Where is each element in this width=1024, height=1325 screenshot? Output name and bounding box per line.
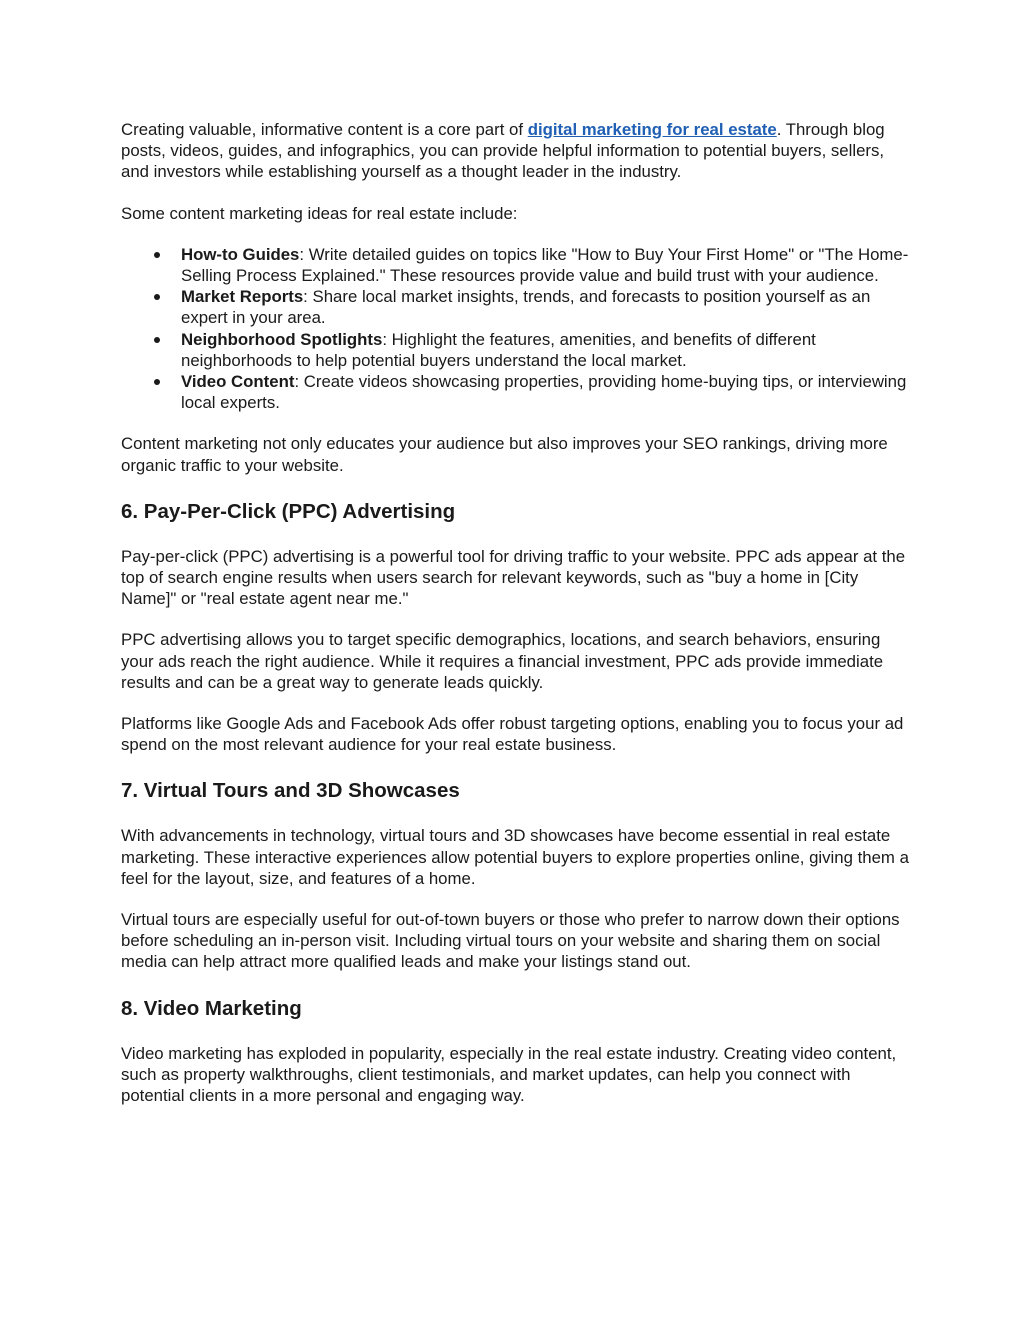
idea-term: Video Content	[181, 372, 295, 392]
idea-text: : Share local market insights, trends, and forecasts to position yourself as an expert in your area.	[181, 287, 871, 328]
section-heading-virtual-tours: 7. Virtual Tours and 3D Showcases	[121, 779, 460, 803]
idea-term: Market Reports	[181, 287, 304, 307]
intro-paragraph	[121, 119, 911, 183]
idea-text: : Highlight the features, amenities, and benefits of different neighborhoods to help potential buyers understand the local market.	[181, 329, 816, 370]
content-ideas-list	[121, 244, 911, 414]
document-page	[121, 119, 911, 1106]
list-item	[121, 371, 911, 413]
idea-text: : Create videos showcasing properties, providing home-buying tips, or interviewing local experts.	[181, 372, 907, 413]
bullet-icon	[154, 337, 160, 343]
digital-marketing-link[interactable]: digital marketing for real estate	[527, 120, 777, 139]
idea-term: How-to Guides	[181, 244, 300, 264]
ppc-paragraph: Platforms like Google Ads and Facebook Ads offer robust targeting options, enabling you to focus your ad spend on the most relevant audience for your real estate business.	[121, 714, 904, 755]
ppc-paragraph: Pay-per-click (PPC) advertising is a powerful tool for driving traffic to your website. PPC ads appear at the top of search engine results when users search for relevant keywords, such as "buy a home in [City Name]" or "real estate agent near me."	[121, 546, 906, 609]
idea-text: : Write detailed guides on topics like "How to Buy Your First Home" or "The Home-Selling Process Explained." These resources provide value and build trust with your audience.	[181, 244, 909, 286]
bullet-icon	[154, 252, 160, 258]
bullet-icon	[154, 294, 160, 300]
list-item	[121, 244, 911, 286]
list-item	[121, 286, 911, 328]
video-marketing-paragraph: Video marketing has exploded in popularity, especially in the real estate industry. Creating video content, such as property walkthroughs, client testimonials, and market updates, can help you connect with potential clients in a more personal and engaging way.	[121, 1043, 897, 1106]
content-outro-paragraph: Content marketing not only educates your audience but also improves your SEO rankings, driving more organic traffic to your website.	[121, 434, 888, 475]
section-heading-ppc: 6. Pay-Per-Click (PPC) Advertising	[121, 499, 456, 523]
intro-text-before-link: Creating valuable, informative content is a core part of	[121, 120, 528, 139]
ppc-paragraph: PPC advertising allows you to target specific demographics, locations, and search behaviors, ensuring your ads reach the right audience. While it requires a financial investment, PPC ads provide immediate results and can be a great way to generate leads quickly.	[121, 630, 884, 692]
idea-term: Neighborhood Spotlights	[181, 329, 383, 349]
section-heading-video-marketing: 8. Video Marketing	[121, 996, 302, 1020]
virtual-tours-paragraph: With advancements in technology, virtual tours and 3D showcases have become essential in real estate marketing. These interactive experiences allow potential buyers to explore properties online, giving them a feel for the layout, size, and features of a home.	[121, 826, 909, 888]
list-item	[121, 329, 911, 371]
intro-text-after-link: . Through blog posts, videos, guides, and infographics, you can provide helpful information to potential buyers, sellers, and investors while establishing yourself as a thought leader in the industry.	[121, 120, 885, 182]
virtual-tours-paragraph: Virtual tours are especially useful for out-of-town buyers or those who prefer to narrow down their options before scheduling an in-person visit. Including virtual tours on your website and sharing them on social media can help attract more qualified leads and make your listings stand out.	[121, 910, 900, 972]
ideas-lead-in: Some content marketing ideas for real estate include:	[121, 203, 518, 223]
bullet-icon	[154, 379, 160, 385]
